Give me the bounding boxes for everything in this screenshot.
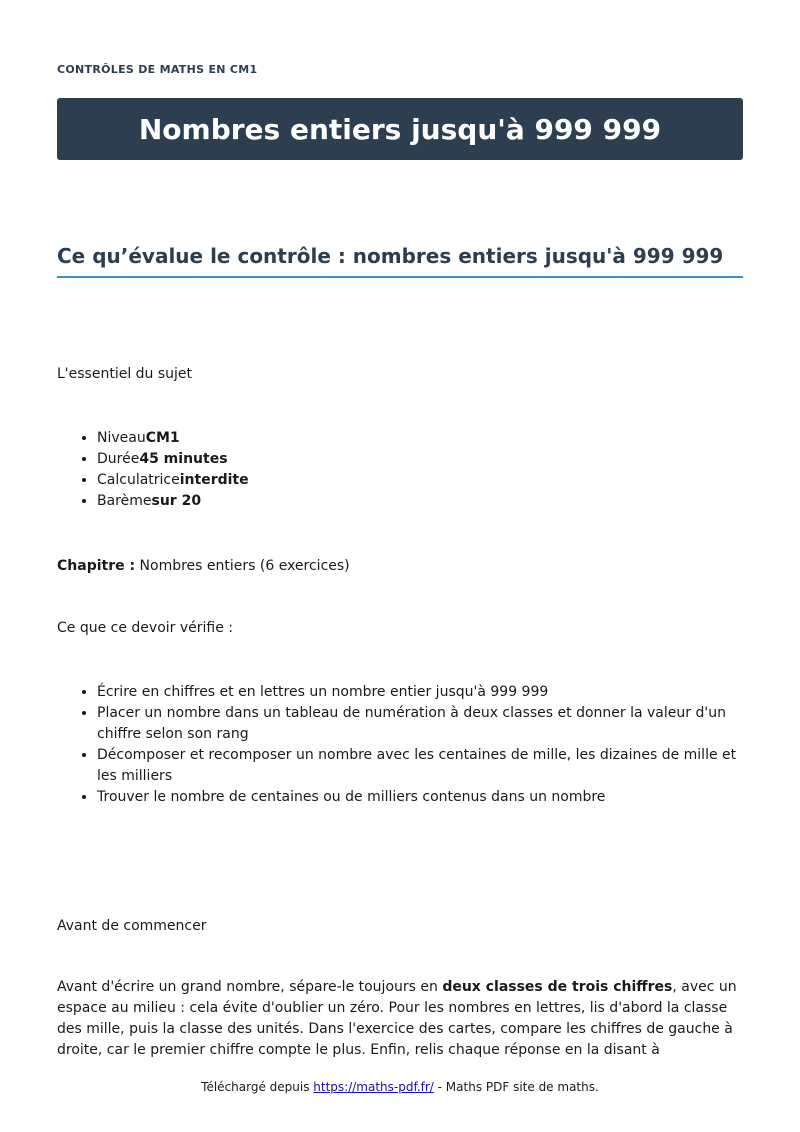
avant-paragraph (57, 977, 743, 1063)
chapitre-label: Chapitre : (57, 558, 136, 574)
series-eyebrow: CONTRÔLES DE MATHS EN CM1 (57, 63, 258, 76)
list-item: • Écrire en chiffres et en lettres un nombre entier jusqu'à 999 999 (97, 682, 743, 703)
item-label: Niveau (97, 430, 146, 446)
avant-label: Avant de commencer (57, 918, 207, 934)
item-value: CM1 (145, 430, 180, 446)
item-value: interdite (179, 472, 249, 488)
footer-link[interactable]: https://maths-pdf.fr/ (313, 1080, 434, 1094)
footer-prefix: Téléchargé depuis (201, 1080, 314, 1094)
list-item (97, 470, 743, 491)
title-banner (57, 98, 743, 160)
item-label: Barème (97, 493, 152, 509)
essentiel-label: L'essentiel du sujet (57, 366, 193, 382)
verifie-list (57, 682, 743, 808)
list-item: • Placer un nombre dans un tableau de numération à deux classes et donner la valeur d'un chiffre selon son rang (97, 703, 743, 745)
item-label: Calculatrice (97, 472, 180, 488)
list-item (97, 449, 743, 470)
item-label: Durée (97, 451, 140, 467)
section-heading: Ce qu’évalue le contrôle : nombres entiers jusqu'à 999 999 (57, 244, 743, 278)
avant-text-before: Avant d'écrire un grand nombre, sépare-le toujours en (57, 979, 443, 995)
list-item: • Décomposer et recomposer un nombre avec les centaines de mille, les dizaines de mille et les milliers (97, 745, 743, 787)
avant-text-bold: deux classes de trois chiffres (442, 979, 673, 995)
essentiel-list (57, 428, 743, 512)
list-item (97, 491, 743, 512)
item-value: sur 20 (151, 493, 202, 509)
chapitre-value: Nombres entiers (6 exercices) (139, 558, 350, 574)
footer-suffix: - Maths PDF site de maths. (433, 1080, 599, 1094)
page-title: Nombres entiers jusqu'à 999 999 (138, 112, 662, 146)
item-value: 45 minutes (139, 451, 228, 467)
avant-text-after: , avec un espace au milieu : cela évite d'oublier un zéro. Pour les nombres en lettres, lis d'abord la classe des mille, puis la classe des unités. Dans l'exercice des cartes, compare les chiffres de gauche à droite, car le premier chiffre compte le plus. Enfin, relis chaque réponse en la disant à (57, 979, 737, 1058)
footer (0, 1080, 800, 1094)
list-item: • Trouver le nombre de centaines ou de milliers contenus dans un nombre (97, 787, 743, 808)
chapitre-line (57, 556, 350, 577)
list-item (97, 428, 743, 449)
verifie-label: Ce que ce devoir vérifie : (57, 620, 234, 636)
